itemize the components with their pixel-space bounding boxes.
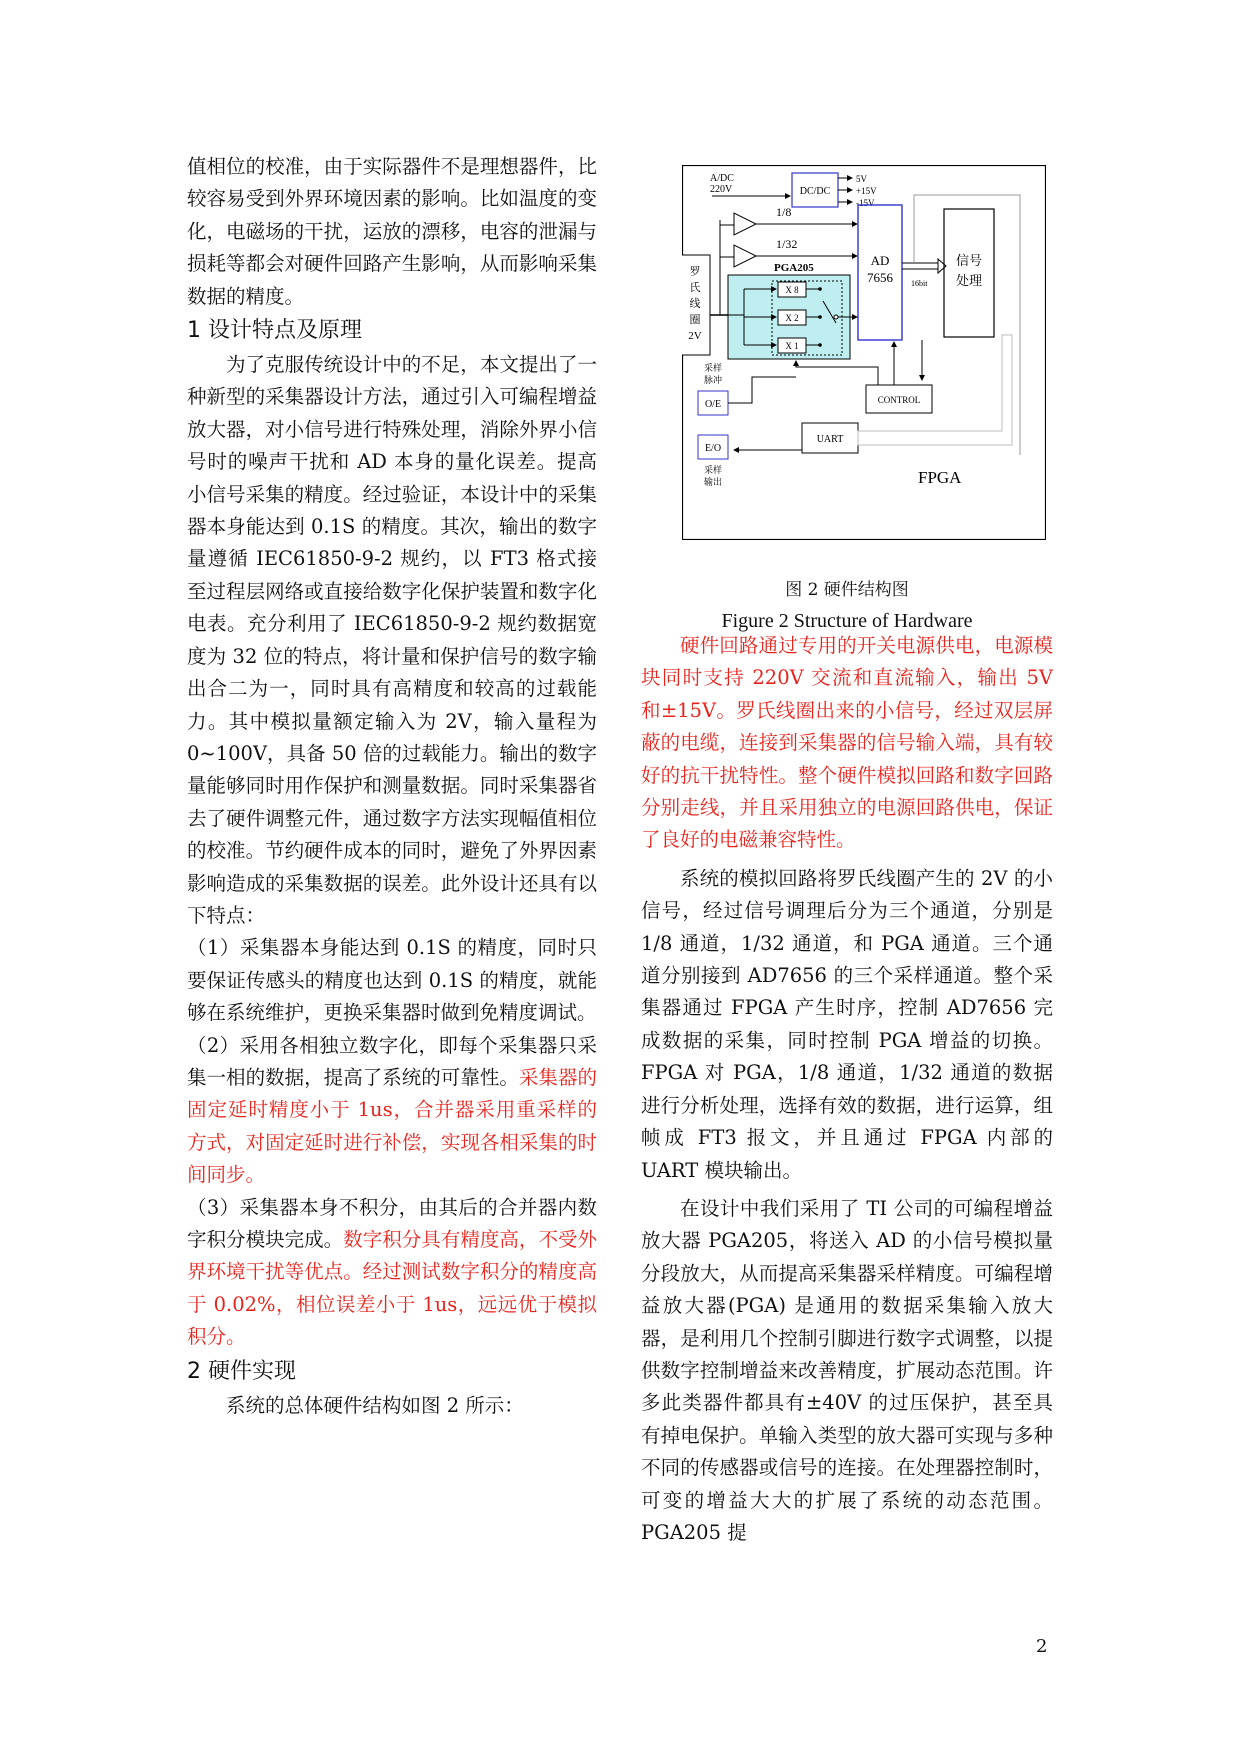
section-heading-1: 1 设计特点及原理 — [187, 318, 362, 344]
sampling-output-label-2: 输出 — [704, 477, 723, 487]
signal-label-1: 信号 — [955, 253, 983, 268]
v220-label: 220V — [710, 184, 733, 195]
rogowski-label-1: 罗 — [689, 266, 701, 278]
dcdc-label: DC/DC — [799, 186, 831, 197]
paragraph-pga205: 在设计中我们采用了 TI 公司的可编程增益放大器 PGA205，将送入 AD 的小信号模拟量分段放大，从而提高采集器采样精度。可编程增益放大器(PGA) 是通用的数据采集输入放大器，是利用几个控制引脚进行数字式调整，以提供数字控制增益来改善精度，扩展动态范围。许多此类器件都具有±40V 的过压保护，甚至具有掉电保护。单输入类型的放大器可实现与多种不同的传感器或信号的连接。在处理器控制时，可变的增益大大的扩展了系统的动态范围。PGA205 提 — [641, 1196, 1053, 1544]
feature-item-2 — [187, 1030, 597, 1192]
left-column — [187, 151, 597, 1422]
ad-label: AD — [870, 253, 890, 268]
section-heading-2: 2 硬件实现 — [187, 1358, 296, 1384]
paragraph-analog-loop: 系统的模拟回路将罗氏线圈产生的 2V 的小信号，经过信号调理后分为三个通道，分别是 1/8 通道，1/32 通道，和 PGA 通道。三个通道分别接到 AD7656 的三个采样通道。整个采集器通过 FPGA 产生时序，控制 AD7656 完成数据的采集，同时控制 PGA 增益的切换。FPGA 对 PGA，1/8 通道，1/32 通道的数据进行分析处理，选择有效的数据，进行运算，组帧成 FT3 报文，并且通过 FPGA 内部的 UART 模块输出。 — [641, 866, 1053, 1182]
gain-x2-label: X 2 — [785, 313, 799, 323]
sampling-pulse-label-1: 采样 — [704, 363, 723, 373]
pga205-label: PGA205 — [774, 262, 814, 274]
gain-1-8-label: 1/8 — [776, 205, 792, 219]
paragraph-design-features: 为了克服传统设计中的不足，本文提出了一种新型的采集器设计方法，通过引入可编程增益放大器，对小信号进行特殊处理，消除外界小信号时的噪声干扰和 AD 本身的量化误差。提高小信号采集的精度。经过验证，本设计中的采集器本身能达到 0.1S 的精度。其次，输出的数字量遵循 IEC61850-9-2 规约，以 FT3 格式接至过程层网络或直接给数字化保护装置和数字化电表。充分利用了 IEC61850-9-2 规约数据宽度为 32 位的特点，将计量和保护信号的数字输出合二为一，同时具有高精度和较高的过载能力。其中模拟量额定输入为 2V，输入量程为 0~100V，具备 50 倍的过载能力。输出的数字量能够同时用作保护和测量数据。同时采集器省去了硬件调整元件，通过数字方法实现幅值相位的校准。节约硬件成本的同时，避免了外界因素影响造成的采集数据的误差。此外设计还具有以下特点： — [187, 353, 598, 927]
rogowski-label-4: 圈 — [689, 314, 701, 326]
right-column — [641, 630, 1053, 1549]
paragraph-continued: 值相位的校准，由于实际器件不是理想器件，比较容易受到外界环境因素的影响。比如温度的变化，电磁场的干扰，运放的漂移，电容的泄漏与损耗等都会对硬件回路产生影响，从而影响采集数据的精度。 — [187, 155, 597, 308]
feature-item-3-highlight: 数字积分具有精度高，不受外界环境干扰等优点。经过测试数字积分的精度高于 0.02%，相位误差小于 1us，远远优于模拟积分。 — [187, 1228, 597, 1349]
rogowski-label-2: 氏 — [689, 282, 701, 294]
feature-item-2-text: （2）采用各相独立数字化，即每个采集器只采集一相的数据，提高了系统的可靠性。 — [187, 1033, 597, 1089]
uart-label: UART — [816, 434, 844, 445]
acdc-label: A/DC — [710, 173, 734, 184]
buffer-1-32 — [734, 245, 756, 267]
feature-item-1: （1）采集器本身能达到 0.1S 的精度，同时只要保证传感头的精度也达到 0.1S 的精度，就能够在系统维护，更换采集器时做到免精度调试。 — [187, 936, 597, 1025]
paragraph-hardware-intro: 系统的总体硬件结构如图 2 所示： — [226, 1393, 524, 1417]
gain-x8-label: X 8 — [785, 285, 799, 295]
eo-label: E/O — [704, 443, 722, 454]
v15n-label: -15V — [856, 198, 875, 208]
buffer-1-8 — [734, 213, 756, 235]
rogowski-label-5: 2V — [688, 330, 702, 342]
page-number: 2 — [1036, 1636, 1048, 1657]
sampling-pulse-label-2: 脉冲 — [704, 375, 723, 385]
rogowski-label-3: 线 — [689, 298, 701, 310]
sampling-output-label-1: 采样 — [704, 465, 723, 475]
control-label: CONTROL — [877, 395, 921, 405]
figure-caption-en: Figure 2 Structure of Hardware — [721, 610, 973, 632]
feature-item-3-text: （3）采集器本身不积分，由其后的合并器内数字积分模块完成。 — [187, 1195, 597, 1251]
signal-label-2: 处理 — [955, 273, 983, 288]
fpga-label: FPGA — [918, 468, 962, 487]
feature-item-3 — [187, 1192, 597, 1354]
v15p-label: +15V — [856, 186, 877, 196]
oe-label: O/E — [704, 399, 722, 410]
feature-item-2-highlight: 采集器的固定延时精度小于 1us，合并器采用重采样的方式，对固定延时进行补偿，实现各相采集的时间同步。 — [187, 1065, 597, 1187]
gain-1-32-label: 1/32 — [776, 237, 798, 251]
gain-x1-label: X 1 — [785, 341, 799, 351]
ad-7656-label: 7656 — [867, 270, 893, 285]
figure-caption-cn: 图 2 硬件结构图 — [785, 580, 909, 600]
hardware-structure-diagram — [682, 165, 1046, 540]
bus-16bit-label: 16bit — [911, 279, 928, 288]
v5-label: 5V — [856, 174, 867, 184]
paragraph-power-supply: 硬件回路通过专用的开关电源供电，电源模块同时支持 220V 交流和直流输入，输出 5V 和±15V。罗氏线圈出来的小信号，经过双层屏蔽的电缆，连接到采集器的信号输入端，具有较好的抗干扰特性。整个硬件模拟回路和数字回路分别走线，并且采用独立的电源回路供电，保证了良好的电磁兼容特性。 — [641, 634, 1053, 852]
